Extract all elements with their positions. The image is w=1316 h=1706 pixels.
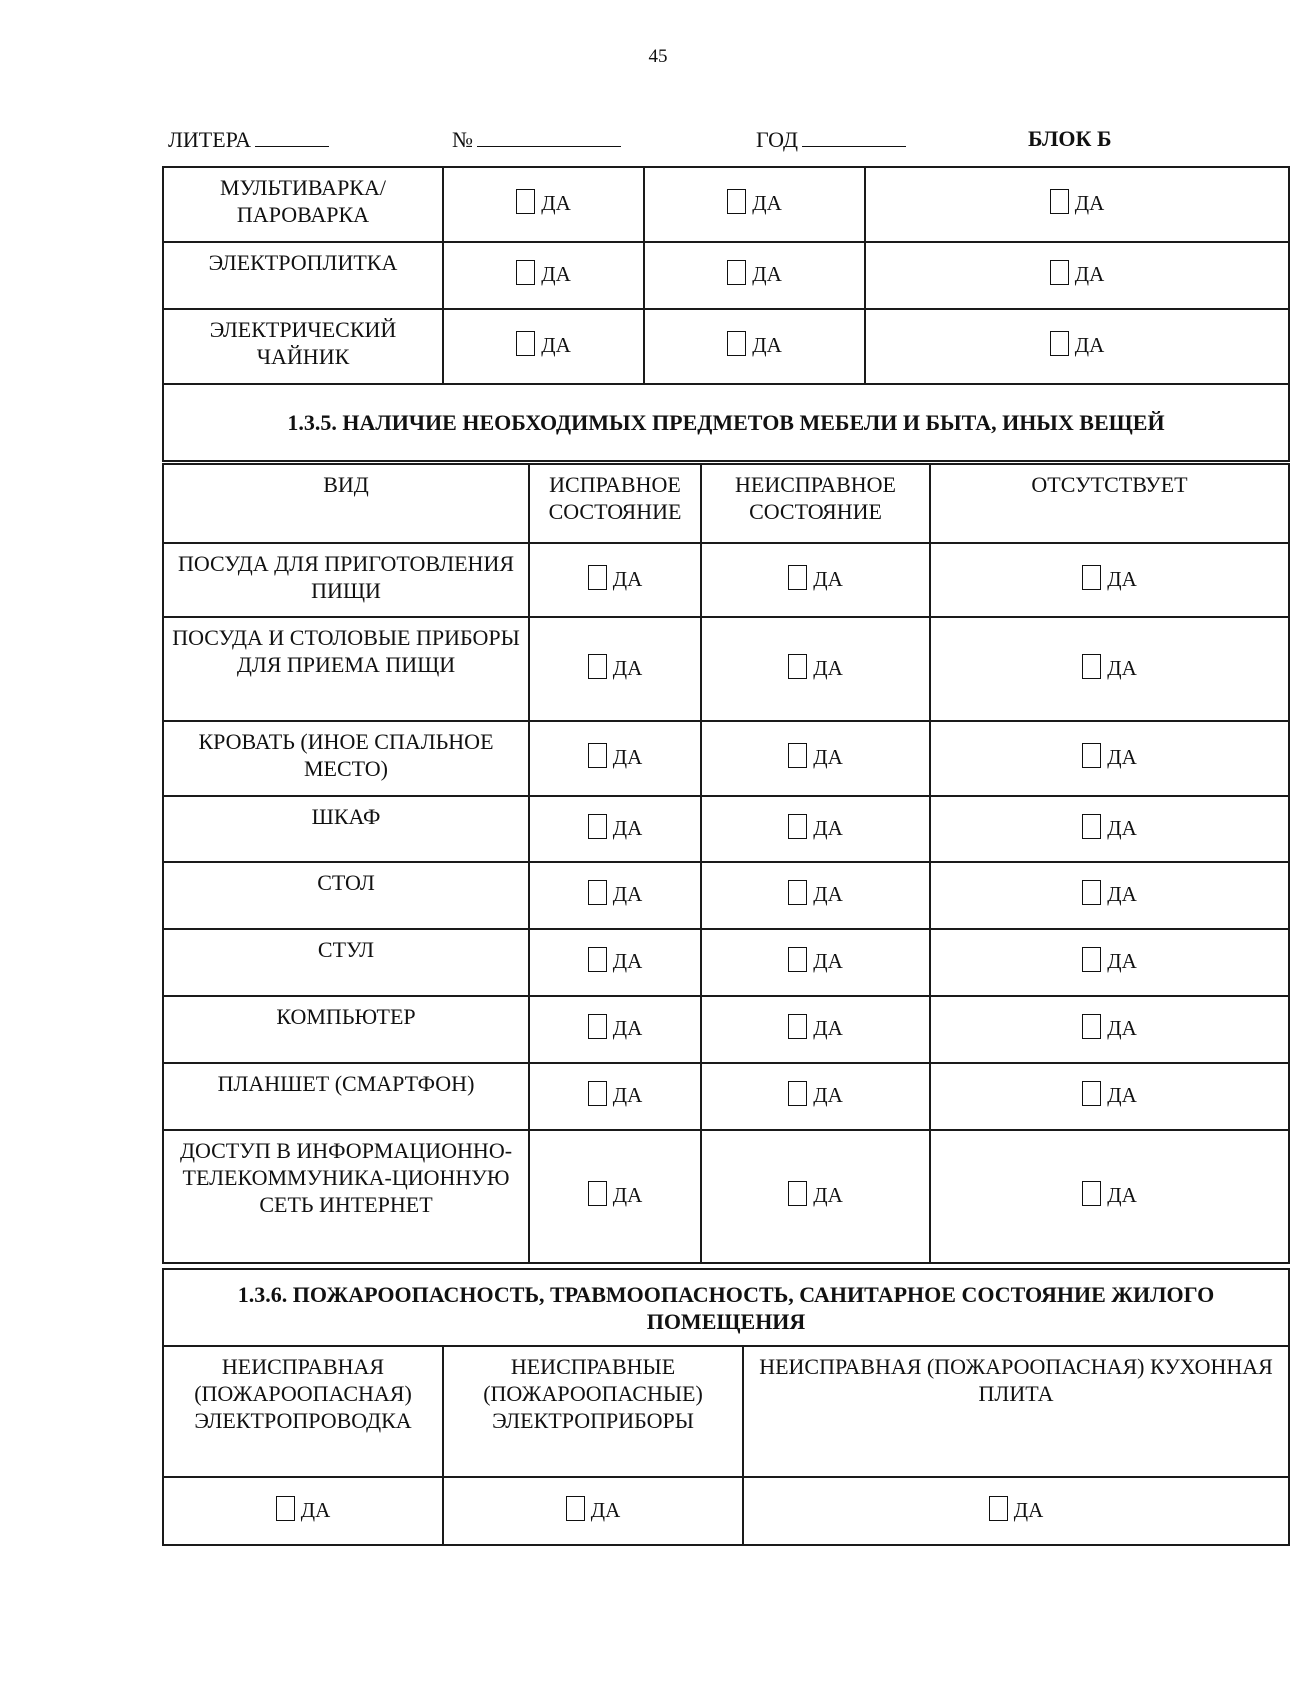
column-header: ОТСУТСТВУЕТ xyxy=(930,464,1289,543)
checkbox[interactable] xyxy=(788,565,807,590)
item-name: ДОСТУП В ИНФОРМАЦИОННО-ТЕЛЕКОММУНИКА-ЦИОННУЮ СЕТЬ ИНТЕРНЕТ xyxy=(163,1130,529,1263)
item-name: ПОСУДА И СТОЛОВЫЕ ПРИБОРЫ ДЛЯ ПРИЕМА ПИЩИ xyxy=(163,617,529,721)
yes-label: ДА xyxy=(813,815,843,840)
yes-checkbox-cell[interactable] xyxy=(529,543,701,617)
checkbox[interactable] xyxy=(788,880,807,905)
checkbox[interactable] xyxy=(1082,1081,1101,1106)
checkbox[interactable] xyxy=(788,947,807,972)
yes-label: ДА xyxy=(1074,191,1105,215)
column-header: ИСПРАВНОЕ СОСТОЯНИЕ xyxy=(529,464,701,543)
item-name: СТОЛ xyxy=(163,862,529,929)
checkbox[interactable] xyxy=(788,654,807,679)
column-header: НЕИСПРАВНОЕ СОСТОЯНИЕ xyxy=(701,464,930,543)
yes-label: ДА xyxy=(1107,745,1137,769)
page-number: 45 xyxy=(648,46,668,67)
table-row xyxy=(163,721,1289,796)
table-row xyxy=(163,242,1289,309)
yes-label: ДА xyxy=(1013,1497,1044,1522)
yes-label: ДА xyxy=(612,815,643,840)
yes-label: ДА xyxy=(541,191,571,215)
litera-field xyxy=(168,126,329,153)
checkbox[interactable] xyxy=(516,260,535,285)
checkbox[interactable] xyxy=(788,1081,807,1106)
yes-label: ДА xyxy=(300,1497,331,1522)
yes-checkbox-cell[interactable] xyxy=(529,721,701,796)
yes-checkbox-cell[interactable] xyxy=(644,309,865,384)
checkbox[interactable] xyxy=(276,1496,295,1521)
yes-label: ДА xyxy=(612,745,643,769)
yes-label: ДА xyxy=(1107,566,1137,591)
checkbox[interactable] xyxy=(1050,331,1069,356)
checkbox[interactable] xyxy=(588,880,607,905)
yes-label: ДА xyxy=(612,655,643,680)
yes-label: ДА xyxy=(612,882,643,906)
checkbox[interactable] xyxy=(788,814,807,839)
yes-checkbox-cell[interactable] xyxy=(644,242,865,309)
yes-label: ДА xyxy=(752,191,782,215)
yes-label: ДА xyxy=(612,566,643,591)
checkbox[interactable] xyxy=(1082,947,1101,972)
checkbox[interactable] xyxy=(727,260,746,285)
yes-checkbox-cell[interactable] xyxy=(930,543,1289,617)
yes-label: ДА xyxy=(1107,655,1137,680)
table-row xyxy=(163,543,1289,617)
yes-checkbox-cell[interactable] xyxy=(163,1477,443,1545)
yes-checkbox-cell[interactable] xyxy=(529,796,701,862)
yes-label: ДА xyxy=(813,566,843,591)
checkbox[interactable] xyxy=(788,1181,807,1206)
yes-checkbox-cell[interactable] xyxy=(443,167,644,242)
yes-checkbox-cell[interactable] xyxy=(865,167,1289,242)
yes-checkbox-cell[interactable] xyxy=(701,543,930,617)
item-name: СТУЛ xyxy=(163,929,529,996)
yes-checkbox-cell[interactable] xyxy=(865,309,1289,384)
checkbox[interactable] xyxy=(727,189,746,214)
yes-label: ДА xyxy=(612,1083,643,1107)
litera-label: ЛИТЕРА xyxy=(168,127,251,152)
checkbox[interactable] xyxy=(727,331,746,356)
checkbox[interactable] xyxy=(588,1014,607,1039)
yes-checkbox-cell[interactable] xyxy=(743,1477,1289,1545)
checkbox[interactable] xyxy=(1050,189,1069,214)
yes-checkbox-cell[interactable] xyxy=(701,1063,930,1130)
checkbox[interactable] xyxy=(588,1181,607,1206)
yes-checkbox-cell[interactable] xyxy=(930,996,1289,1063)
checkbox[interactable] xyxy=(1082,565,1101,590)
yes-checkbox-cell[interactable] xyxy=(701,862,930,929)
yes-checkbox-cell[interactable] xyxy=(701,796,930,862)
checkbox[interactable] xyxy=(1082,814,1101,839)
yes-checkbox-cell[interactable] xyxy=(930,721,1289,796)
yes-label: ДА xyxy=(813,1016,843,1040)
yes-label: ДА xyxy=(813,655,843,680)
checkbox[interactable] xyxy=(989,1496,1008,1521)
checkbox[interactable] xyxy=(516,189,535,214)
table-row xyxy=(163,996,1289,1063)
yes-checkbox-cell[interactable] xyxy=(930,929,1289,996)
yes-label: ДА xyxy=(612,1016,643,1040)
yes-label: ДА xyxy=(1107,949,1137,973)
yes-label: ДА xyxy=(813,882,843,906)
column-header: НЕИСПРАВНАЯ (ПОЖАРООПАСНАЯ) КУХОННАЯ ПЛИТА xyxy=(743,1346,1289,1477)
checkbox[interactable] xyxy=(588,947,607,972)
block-label: БЛОК Б xyxy=(1028,126,1112,151)
yes-label: ДА xyxy=(1074,262,1105,286)
appliance-name: ЭЛЕКТРОПЛИТКА xyxy=(163,242,443,309)
yes-label: ДА xyxy=(541,262,571,286)
table-row xyxy=(163,929,1289,996)
checkbox[interactable] xyxy=(1050,260,1069,285)
checkbox[interactable] xyxy=(566,1496,585,1521)
yes-label: ДА xyxy=(1107,815,1137,840)
yes-checkbox-cell[interactable] xyxy=(443,1477,743,1545)
checkbox[interactable] xyxy=(588,565,607,590)
yes-checkbox-cell[interactable] xyxy=(930,862,1289,929)
yes-checkbox-cell[interactable] xyxy=(701,617,930,721)
item-name: ПЛАНШЕТ (СМАРТФОН) xyxy=(163,1063,529,1130)
number-label: № xyxy=(452,127,473,152)
fire-safety-table xyxy=(162,1268,1290,1546)
checkbox[interactable] xyxy=(588,654,607,679)
yes-label: ДА xyxy=(752,333,782,357)
column-header: ВИД xyxy=(163,464,529,543)
table-row xyxy=(163,1130,1289,1263)
item-name: КОМПЬЮТЕР xyxy=(163,996,529,1063)
yes-checkbox-cell[interactable] xyxy=(701,996,930,1063)
yes-checkbox-cell[interactable] xyxy=(865,242,1289,309)
section-135-title: 1.3.5. НАЛИЧИЕ НЕОБХОДИМЫХ ПРЕДМЕТОВ МЕБЕЛИ И БЫТА, ИНЫХ ВЕЩЕЙ xyxy=(163,384,1289,461)
furniture-table xyxy=(162,463,1290,1264)
section-136-title: 1.3.6. ПОЖАРООПАСНОСТЬ, ТРАВМООПАСНОСТЬ, САНИТАРНОЕ СОСТОЯНИЕ ЖИЛОГО ПОМЕЩЕНИЯ xyxy=(163,1269,1289,1346)
year-field xyxy=(756,126,906,153)
yes-label: ДА xyxy=(1074,333,1105,357)
table-row xyxy=(163,167,1289,242)
yes-label: ДА xyxy=(1107,1083,1137,1107)
yes-label: ДА xyxy=(541,333,571,357)
yes-checkbox-cell[interactable] xyxy=(930,1130,1289,1263)
number-blank[interactable] xyxy=(477,126,621,147)
checkbox[interactable] xyxy=(516,331,535,356)
checkbox[interactable] xyxy=(1082,880,1101,905)
year-blank[interactable] xyxy=(802,126,906,147)
column-header: НЕИСПРАВНЫЕ (ПОЖАРООПАСНЫЕ) ЭЛЕКТРОПРИБОРЫ xyxy=(443,1346,743,1477)
yes-label: ДА xyxy=(813,1083,843,1107)
checkbox[interactable] xyxy=(788,1014,807,1039)
yes-label: ДА xyxy=(752,262,782,286)
yes-checkbox-cell[interactable] xyxy=(701,721,930,796)
section-heading-row xyxy=(163,384,1289,461)
yes-label: ДА xyxy=(1107,1183,1137,1207)
checkbox[interactable] xyxy=(1082,654,1101,679)
checkbox[interactable] xyxy=(588,814,607,839)
yes-checkbox-cell[interactable] xyxy=(930,617,1289,721)
yes-label: ДА xyxy=(813,745,843,769)
yes-label: ДА xyxy=(590,1497,621,1522)
yes-checkbox-cell[interactable] xyxy=(644,167,865,242)
litera-blank[interactable] xyxy=(255,126,329,147)
checkbox[interactable] xyxy=(1082,1181,1101,1206)
item-name: КРОВАТЬ (ИНОЕ СПАЛЬНОЕ МЕСТО) xyxy=(163,721,529,796)
appliance-name: МУЛЬТИВАРКА/ ПАРОВАРКА xyxy=(163,167,443,242)
appliances-table xyxy=(162,166,1290,462)
yes-checkbox-cell[interactable] xyxy=(529,862,701,929)
yes-checkbox-cell[interactable] xyxy=(443,309,644,384)
table-row xyxy=(163,862,1289,929)
yes-checkbox-cell[interactable] xyxy=(701,929,930,996)
yes-checkbox-cell[interactable] xyxy=(529,929,701,996)
yes-checkbox-cell[interactable] xyxy=(930,1063,1289,1130)
year-label: ГОД xyxy=(756,127,798,152)
yes-checkbox-cell[interactable] xyxy=(529,617,701,721)
yes-checkbox-cell[interactable] xyxy=(701,1130,930,1263)
yes-label: ДА xyxy=(813,1183,843,1207)
column-header: НЕИСПРАВНАЯ (ПОЖАРООПАСНАЯ) ЭЛЕКТРОПРОВОДКА xyxy=(163,1346,443,1477)
yes-label: ДА xyxy=(612,949,643,973)
item-name: ПОСУДА ДЛЯ ПРИГОТОВЛЕНИЯ ПИЩИ xyxy=(163,543,529,617)
checkbox[interactable] xyxy=(1082,743,1101,768)
yes-checkbox-cell[interactable] xyxy=(529,1130,701,1263)
yes-checkbox-cell[interactable] xyxy=(529,996,701,1063)
section-heading-row xyxy=(163,1269,1289,1346)
appliance-name: ЭЛЕКТРИЧЕСКИЙ ЧАЙНИК xyxy=(163,309,443,384)
yes-checkbox-cell[interactable] xyxy=(443,242,644,309)
yes-checkbox-cell[interactable] xyxy=(529,1063,701,1130)
checkbox[interactable] xyxy=(588,1081,607,1106)
table-row xyxy=(163,796,1289,862)
yes-checkbox-cell[interactable] xyxy=(930,796,1289,862)
checkbox[interactable] xyxy=(1082,1014,1101,1039)
number-field xyxy=(452,126,621,153)
table-row xyxy=(163,1063,1289,1130)
yes-label: ДА xyxy=(813,949,843,973)
yes-label: ДА xyxy=(1107,882,1137,906)
yes-label: ДА xyxy=(612,1183,643,1207)
yes-label: ДА xyxy=(1107,1016,1137,1040)
table-row xyxy=(163,617,1289,721)
checkbox[interactable] xyxy=(588,743,607,768)
table-row xyxy=(163,1477,1289,1545)
item-name: ШКАФ xyxy=(163,796,529,862)
checkbox[interactable] xyxy=(788,743,807,768)
header-row xyxy=(163,464,1289,543)
table-row xyxy=(163,309,1289,384)
header-row xyxy=(163,1346,1289,1477)
